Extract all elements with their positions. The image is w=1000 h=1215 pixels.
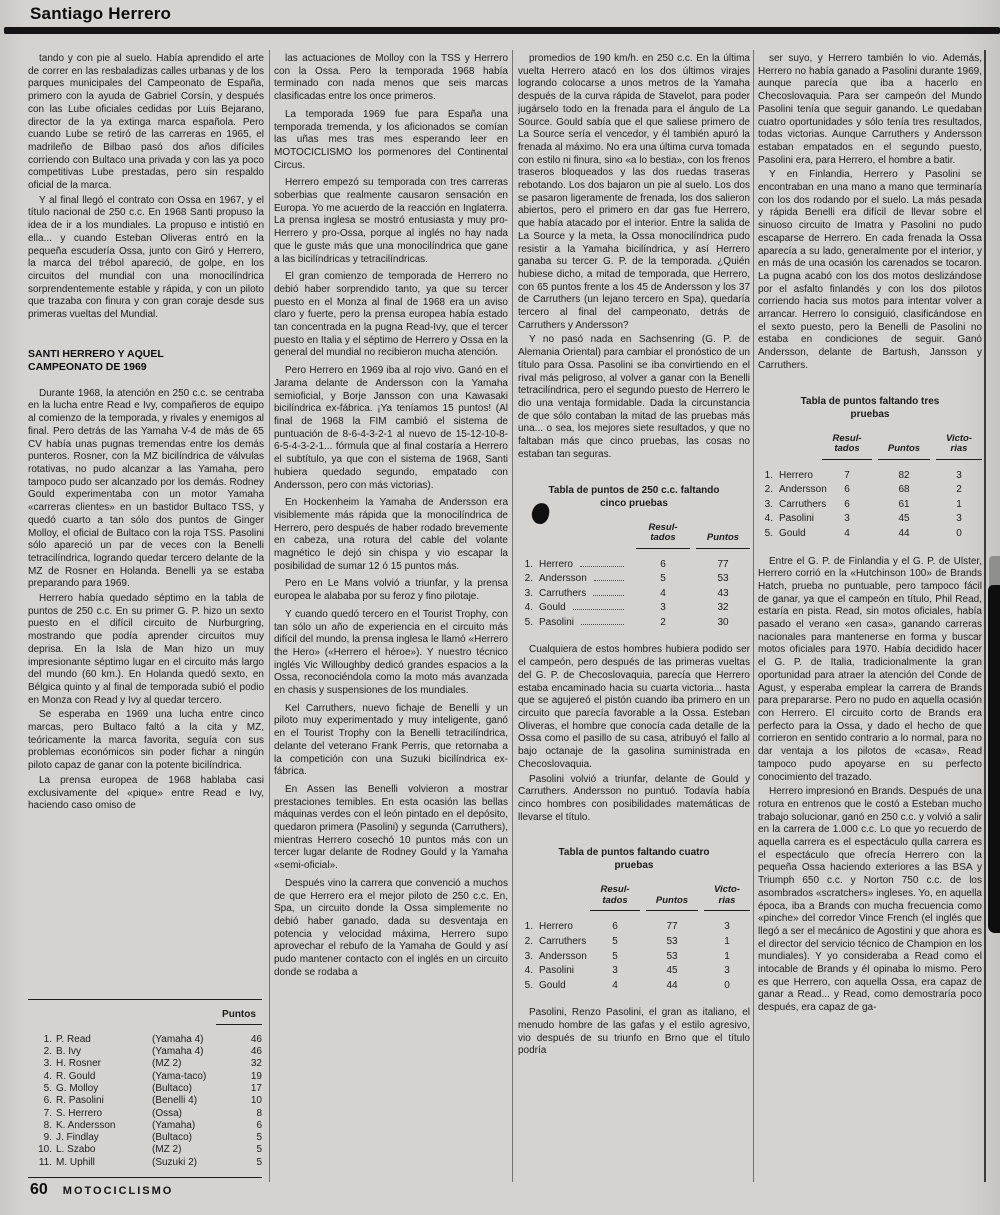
table-row [518, 616, 750, 631]
points-value: 5 [256, 1132, 262, 1144]
rider-name: B. Ivy [56, 1046, 82, 1058]
body-paragraph: El gran comienzo de temporada de Herrero no debió haber sorprendido tanto, ya que su tercer puesto en el Monza al final de 1968 era un aviso claro y fuerte, pero la prensa europea había estado tan concentrada en la pugna Read-Ivy, que el tercer puesto en Italia y el séptimo de Herrero y Ossa en la general del mundial no recibieron mucha atención. [274, 271, 508, 359]
rank: 3. [764, 498, 773, 510]
machine-name: (Suzuki 2) [152, 1156, 198, 1168]
scan-smudge [989, 556, 1000, 588]
body-paragraph: Y cuando quedó tercero en el Tourist Trophy, con tan sólo un año de experiencia en el circuito más difícil del mundo, la prensa inglesa le llamó «Herrero the Hero» («Herrero el héroe»). Y nuestro técnico inglés Vic Willoughby dedicó grandes espacios a la Ossa, reconociéndola como la moto más avanzada en chasis y suspensiones de los mundiales. [274, 608, 508, 697]
body-paragraph: Y en Finlandia, Herrero y Pasolini se encontraban en una mano a mano que terminaría con los dos rodando por el suelo. La más pesada y rápida Benelli era difícil de llevar sobre el sinuoso circuito de Imatra y Pasolini no pudo escaparse de Herrero. En cada frenada la Ossa aparecía a su lado, generalmente por el interior, y en más de una ocasión los carenados se tocaron. La pugna acabó con los dos motos deslizándose por el asfalto finlandés y con los dos pilotos corriendo hacia sus motos para intentar volver a arrancar. Herrero lo consiguió, clasificándose en el sexto puesto, pero la Benelli de Pasolini no estaba en condiciones de seguir. Ganó Andersson, delante de Bartush, Jansson y Carruthers. [758, 169, 982, 371]
rank: 1. [524, 558, 533, 570]
table-row [518, 572, 750, 587]
points-value: 17 [250, 1082, 262, 1094]
rider-name: Pasolini [539, 616, 575, 628]
rank: 1. [524, 921, 533, 933]
points-table-five-races [518, 484, 750, 631]
body-paragraph: Herrero impresionó en Brands. Después de una rotura en entrenos que le costó a Esteban mucho trabajo solucionar, ganó en 250 c.c. y volvió a salir en la carrera de 1.000 c.c. Lo que yo recuerdo de aquella carrera es el espectáculo qulla carrera es el espectáculo que ofrecía Herrero con la pequeña Ossa haciendo exteriores a las BSA y Triumph 650 c.c. y Norton 750 c.c. de los asombrados «scratchers» ingleses. Yo, en aquella época, iba a Brands con mucha frecuencia como «pinche» del corredor Vince French (el inglés que llegó a ser el mecánico de Agostini y que ahora es el director del servicio técnico de Champion en los mundiales). Y yo consideraba a Read como el intocable de Brands y él opinaba lo mismo. Pero es que Herrero, con aquella Ossa, era capaz de ganar a Read... y Read, como demostraría poco después, era capaz de ga- [758, 786, 982, 1014]
table-row [518, 920, 750, 935]
column-1 [28, 53, 264, 1178]
results-column-header: Resul- tados [590, 885, 640, 911]
points-value: 77 [666, 921, 678, 933]
results-value: 4 [612, 979, 618, 991]
points-value: 10 [250, 1095, 262, 1107]
rank: 1. [764, 469, 773, 481]
machine-name: (Ossa) [152, 1107, 182, 1119]
rider-name: Carruthers [539, 935, 587, 947]
table-row [28, 1120, 262, 1132]
section-heading: SANTI HERRERO Y AQUEL CAMPEONATO DE 1969 [28, 347, 164, 374]
victories-value: 0 [956, 527, 962, 539]
table-row [518, 935, 750, 950]
points-column-header: Puntos [878, 444, 930, 460]
rank: 11. [38, 1156, 52, 1168]
victories-value: 1 [724, 950, 730, 962]
results-value: 6 [844, 498, 850, 510]
body-paragraph: Entre el G. P. de Finlandia y el G. P. de Ulster, Herrero corrió en la «Hutchinson 100» de Brands Hatch, prueba no puntuable, pero tampoco fácil de ganar, ya que el campeón en título, Phil Read, estaría en pista. Read, sin motos oficiales, había pasado el verano «en casa», ganando carreras nacionales para mantenerse en forma y buscar motos oficiales para 1970. Había decidido hacer el G. P. de Italia, tradicionalmente la gran oportunidad para atraer la atención del Conde de Agust, y esperaba emplear la carrera de Brands para prepararse. Pero no pudo en aquella ocasión con Herrero. El circuito corto de Brands era perfecto para la Ossa, y dado el hecho de que corrieron en sentido contrario a lo normal, para no dar ventaja a los pilotos de «casa», Read tampoco pudo apoyarse en su perfecto conocimiento del trazado. [758, 555, 982, 783]
rider-name: Herrero [539, 921, 573, 933]
points-value: 82 [898, 469, 910, 481]
rider-name: H. Rosner [56, 1058, 102, 1070]
table-row [518, 979, 750, 994]
machine-name: (Yamaha 4) [152, 1046, 204, 1058]
machine-name: (Yamaha) [152, 1119, 196, 1131]
page-footer [30, 1181, 173, 1199]
table-header [28, 1009, 262, 1025]
body-paragraph: Después vino la carrera que convenció a muchos de que Herrero era el mejor piloto de 250 c.c. En, Spa, un circuito donde la Ossa simplemente no debió haber ganado, dada su desventaja en potencia y velocidad máxima, Herrero supo aprovechar el rebufo de la Yamaha de Gould y así pudo mantener contacto con el inglés en un circuito donde se rodaba a [274, 877, 508, 978]
rank: 5. [524, 616, 533, 628]
table-row [28, 1108, 262, 1120]
body-paragraph: Durante 1968, la atención en 250 c.c. se centraba en la lucha entre Read e Ivy, compañeros de equipo al comienzo de la temporada, y rivales y enemigos al final. Pero detrás de las Yamaha V-4 de más de 65 CV había unas pugnas tremendas entre los demás punteros. Rosner, con la MZ bicilíndrica de válvulas rotativas, no pudo alcanzar a las Yamaha, pero tampoco pudo ser alcanzado por los demás. Rodney Gould experimentaba con un motor Yamaha «carreras clientes» en un bastidor Bultaco TSS, y quedó cuarto a tan sólo dos puntos de Ginger Molloy, el oficial de Bultaco con la roja TSS. Pasolini sólo apareció un par de veces con la Benelli tetracilíndrica, logrando quedar tercero delante de la MZ de Rosner en Holanda. Benelli ya se estaba preparando para 1969. [28, 387, 264, 590]
rank: 10. [38, 1144, 52, 1156]
body-paragraph: La prensa europea de 1968 hablaba casi exclusivamente del «pique» entre Read e Ivy, haciendo caso omiso de [28, 774, 264, 812]
points-value: 30 [717, 616, 729, 628]
points-value: 32 [717, 602, 729, 614]
points-value: 45 [666, 965, 678, 977]
rank: 2. [524, 573, 533, 585]
results-value: 7 [844, 469, 850, 481]
points-column-header: Puntos [696, 533, 750, 549]
magazine-name: MOTOCICLISMO [62, 1185, 174, 1197]
rider-name: Herrero [539, 558, 573, 570]
points-value: 77 [717, 558, 729, 570]
rank: 1. [43, 1033, 52, 1045]
table-row [28, 1034, 262, 1046]
victories-value: 1 [724, 935, 730, 947]
table-row [28, 1095, 262, 1107]
points-value: 53 [666, 950, 678, 962]
rider-name: G. Molloy [56, 1082, 99, 1094]
body-paragraph: Y al final llegó el contrato con Ossa en 1967, y el título nacional de 250 c.c. En 1968 Santi propuso la idea de ir a los mundiales. La propuso e intistió en ella... y cuando Esteban Oliveras entró en la pequeña escudería Ossa, junto con Giró y Herrero, la marca del trébol apareció, de golpe, en los circuitos del mundial con una monocilíndrica sorprendentemente estable y rápida, y con un piloto que trazaba con finura y con gran coraje desde sus primeras vueltas del Mundial. [28, 194, 264, 321]
points-column-header: Puntos [646, 896, 698, 912]
rider-name: Herrero [779, 469, 813, 481]
body-paragraph: las actuaciones de Molloy con la TSS y Herrero con la Ossa. Pero la temporada 1968 había terminado con nada menos que seis marcas clasificadas entre los once primeros. [274, 53, 508, 103]
body-paragraph: Kel Carruthers, nuevo fichaje de Benelli y un piloto muy experimentado y muy inteligente, ganó en el Tourist Trophy con la Benelli tetracilíndrica, delante del veterano Frank Perris, que retornaba a la competición con una Suzuki bicilíndrica ex-fábrica. [274, 702, 508, 778]
rank: 2. [43, 1046, 52, 1058]
table-row [28, 1144, 262, 1156]
table-title: Tabla de puntos de 250 c.c. faltando cinco pruebas [548, 484, 720, 509]
table-row [758, 483, 982, 498]
victories-column-header: Victo- rias [704, 885, 750, 911]
points-value: 8 [256, 1107, 262, 1119]
rank: 5. [764, 527, 773, 539]
results-value: 3 [612, 965, 618, 977]
column-3 [518, 53, 750, 1178]
rank: 3. [43, 1058, 52, 1070]
rider-name: Andersson [779, 484, 827, 496]
points-value: 46 [250, 1046, 262, 1058]
rank: 8. [43, 1119, 52, 1131]
page-title: Santiago Herrero [30, 4, 172, 23]
rank: 4. [43, 1070, 52, 1082]
points-value: 44 [898, 527, 910, 539]
machine-name: (MZ 2) [152, 1144, 182, 1156]
results-value: 4 [660, 587, 666, 599]
rider-name: P. Read [56, 1033, 91, 1045]
table-row [758, 498, 982, 513]
rider-name: S. Herrero [56, 1107, 103, 1119]
rank: 4. [764, 513, 773, 525]
points-value: 45 [898, 513, 910, 525]
body-paragraph: Se esperaba en 1969 una lucha entre cinco marcas, pero Bultaco faltó a la cita y MZ, teóricamente la marca favorita, seguía con sus problemas económicos sin poder fichar a ningún piloto capaz de ganar con la potente bicilíndrica. [28, 709, 264, 772]
dot-leader [593, 595, 624, 596]
victories-value: 3 [956, 513, 962, 525]
body-paragraph: Y no pasó nada en Sachsenring (G. P. de Alemania Oriental) para cambiar el pronóstico de un título para Ossa. Pasolini se iba convirtiendo en el rival más peligroso, al volver a ganar con la Benelli tetracilíndrica, pero el segundo puesto de Herrero le dio una ventaja formidable. Dada la circunstancia de que sólo contaban la mitad de las pruebas más una... o sea, los mejores siete resultados, y que no faltaban más que cinco pruebas, las cosas no estaban tan seguras. [518, 334, 750, 460]
table-row [518, 587, 750, 602]
body-paragraph: Pero en Le Mans volvió a triunfar, y la prensa europea le alababa por su feroz y fino pilotaje. [274, 578, 508, 603]
table-header [758, 434, 982, 460]
body-paragraph: promedios de 190 km/h. en 250 c.c. En la última vuelta Herrero atacó en los dos últimos virajes logrando colocarse a unos metros de la Yamaha después de la curva rápida de Stavelot, para poder jugárselo todo en la frenada para el ángulo de La Source. Gould sabía que el que saliese primero de La Source sería el vencedor, y él también apuró la frenada al máximo. No era una última curva tomada con estilo ni finura, sino «a lo bestia», con los frenos traseros bloqueados y las dos ruedas traseras rebotando. Los dos bajaron un pie al suelo. Los dos se pasaron ligeramente de frenada, los dos salieron abiertos, pero el primero en dar gas fue Herrero, que había atacado por el interior. Entre la salida de La Source y la meta, la Ossa monocilíndrica pudo resistir a la Yamaha bicilíndrica, y así Herrero ganaba su tercer G. P. de la temporada. ¿Quién hubiese dicho, a mitad de temporada, que Herrero, con 65 puntos frente a los 45 de Andersson y los 37 de Carruthers (un lejano tercero en Spa), quedaría tercero al final del campeonato, detrás de Carruthers y Andersson? [518, 53, 750, 331]
points-value: 68 [898, 484, 910, 496]
body-paragraph: En Assen las Benelli volvieron a mostrar prestaciones temibles. En esta ocasión las bellas máquinas verdes con el león pintado en el depósito, quedaron primera (Pasolini) y segunda (Carruthers), mientras Herrero cosechó 10 puntos más con un tercer lugar delante de Rodney Gould y la Yamaha «semi-oficial». [274, 783, 508, 872]
dot-leader [580, 566, 624, 567]
rank: 3. [524, 950, 533, 962]
points-value: 5 [256, 1156, 262, 1168]
points-value: 5 [256, 1144, 262, 1156]
rider-name: Gould [779, 527, 806, 539]
results-value: 2 [660, 616, 666, 628]
scan-artifact-black [988, 585, 1000, 933]
rank: 2. [764, 484, 773, 496]
rank: 6. [43, 1095, 52, 1107]
points-value: 32 [250, 1058, 262, 1070]
rider-name: Andersson [539, 950, 587, 962]
rank: 9. [43, 1132, 52, 1144]
rider-name: J. Findlay [56, 1132, 99, 1144]
body-paragraph: Pasolini, Renzo Pasolini, el gran as italiano, el menudo hombre de las gafas y el estilo agresivo, vio después de su triunfo en Brno que el título podría [518, 1007, 750, 1057]
body-paragraph: En Hockenheim la Yamaha de Andersson era visiblemente más rápida que la monocilíndrica de Herrero, pero después de haber rodado brevemente en cabeza, una rotura del cable del volante magnético le dejó sin chispa y vio escapar la posibilidad de sumar 12 ó 15 puntos más. [274, 497, 508, 572]
page-number: 60 [30, 1181, 48, 1198]
results-column-header: Resul- tados [636, 523, 690, 549]
column-divider [753, 50, 754, 1182]
page-edge-rule [984, 50, 986, 1182]
rank: 4. [524, 965, 533, 977]
points-value: 61 [898, 498, 910, 510]
body-paragraph: Herrero empezó su temporada con tres carreras soberbias que realmente causaron sensación en Europa. Yo me acuerdo de la reacción en Inglaterra. La prensa inglesa se mostró entusiasta y muy pro-Herrero y pro-Ossa, porque al inglés no hay nada que le guste más que una monocilíndrica que gane a las bicilíndricas y tetracilíndricas. [274, 177, 508, 265]
results-value: 3 [660, 602, 666, 614]
points-value: 6 [256, 1119, 262, 1131]
body-paragraph: Herrero había quedado séptimo en la tabla de puntos de 250 c.c. En su primer G. P. hizo un sexto puesto en el difícil circuito de Nurburgring, mostrando que podía aprender circuitos muy deprisa. En la Isla de Man hizo un muy impresionante séptimo lugar en el circuito más largo del mundo (60 km.). En Holanda quedó sexto, en Bélgica quinto y al final de temporada subió el podio en Monza con Read y Ivy al quedar tercero. [28, 593, 264, 706]
points-table-three-races [758, 395, 982, 542]
table-row [28, 1157, 262, 1169]
results-value: 6 [844, 484, 850, 496]
rank: 4. [524, 602, 533, 614]
victories-value: 0 [724, 979, 730, 991]
table-row [758, 512, 982, 527]
standings-table-1968 [28, 999, 262, 1178]
column-divider [512, 50, 513, 1182]
rank: 3. [524, 587, 533, 599]
rider-name: M. Uphill [56, 1156, 95, 1168]
machine-name: (MZ 2) [152, 1058, 182, 1070]
table-title: Tabla de puntos faltando tres pruebas [800, 395, 940, 420]
table-row [518, 964, 750, 979]
column-4 [758, 53, 982, 1178]
body-paragraph: Pero Herrero en 1969 iba al rojo vivo. Ganó en el Jarama delante de Andersson con la Yamaha semioficial, y Borje Jansson con una Kawasaki bicilíndrica ex-fábrica. ¡Ya teníamos 15 puntos! (Al final de 1968 la FIM cambió el sistema de puntuación de 8-6-4-3-2-1 al nuevo de 15-12-10-8-6-5-4-3-2-1... fórmula que al final costaría a Herrero el subtítulo, ya que con el sistema de 1968, Santi hubiera quedado segundo, empatado con Andersson, pero con más victorias). [274, 365, 508, 491]
table-row [28, 1132, 262, 1144]
rank: 5. [43, 1082, 52, 1094]
rider-name: Andersson [539, 573, 587, 585]
machine-name: (Yama-taco) [152, 1070, 207, 1082]
table-row [28, 1071, 262, 1083]
victories-value: 1 [956, 498, 962, 510]
results-value: 6 [660, 558, 666, 570]
rider-name: Carruthers [539, 587, 587, 599]
rider-name: R. Gould [56, 1070, 96, 1082]
points-value: 43 [717, 587, 729, 599]
rank: 5. [524, 979, 533, 991]
victories-value: 2 [956, 484, 962, 496]
results-value: 4 [844, 527, 850, 539]
points-table-four-races [518, 846, 750, 993]
results-value: 5 [612, 950, 618, 962]
rank: 7. [43, 1107, 52, 1119]
points-value: 53 [717, 573, 729, 585]
points-value: 44 [666, 979, 678, 991]
rider-name: K. Andersson [56, 1119, 116, 1131]
points-value: 46 [250, 1033, 262, 1045]
header-rule [4, 27, 1000, 34]
table-row [28, 1083, 262, 1095]
dot-leader [581, 624, 624, 625]
results-value: 5 [612, 935, 618, 947]
body-paragraph: ser suyo, y Herrero también lo vio. Además, Herrero no había ganado a Pasolini durante 1969, aunque parecía que iba a hacerlo en Checoslovaquia. Para ser campeón del Mundo Pasolini tenía que seguir ganando. Le quedaban cuatro oportunidades y sólo tenía tres resultados, todas victorias. Aunque Carruthers y Andersson estaban empatados en el segundo puesto, Pasolini era, para Herrero, el hombre a batir. [758, 53, 982, 166]
body-paragraph: tando y con pie al suelo. Había aprendido el arte de correr en las resbaladizas calles urbanas y de los parques municipales del Campeonato de España, primero con la ayuda de Gabriel Corsín, y después con las Lube oficiales cedidas por Luis Bejarano, director de la ya extinga marca española. Pero cuando Lube se retiró de las carreras en 1965, el madrileño de Bilbao pasó dos años difíciles corriendo con Bultaco una privada y con las ya poco competitivas Lube prestadas, pero sin respaldo oficial de la marca. [28, 53, 264, 192]
points-value: 19 [250, 1070, 262, 1082]
table-header [518, 523, 750, 549]
results-value: 3 [844, 513, 850, 525]
results-value: 6 [612, 921, 618, 933]
table-row [28, 1046, 262, 1058]
results-value: 5 [660, 573, 666, 585]
body-paragraph: Pasolini volvió a triunfar, delante de Gould y Carruthers. Andersson no puntuó. Todavía había cinco hombres con posibilidades matemáticas de llevarse el título. [518, 773, 750, 823]
table-header [518, 885, 750, 911]
column-divider [269, 50, 270, 1182]
body-paragraph: Cualquiera de estos hombres hubiera podido ser el campeón, pero después de las primeras vueltas del G. P. de Checoslovaquia, parecía que Herrero estaba encaminado hacia su cuarta victoria... hasta que se agujereó el pistón cuando iba primero en un circuito que parecía favorable a la Ossa. Esteban Oliveras, el hombre que conocía cada detalle de la Ossa como el pasillo de su casa, atribuyó el fallo al bajo octanaje de la gasolina suministrada en Checoslovaquia. [518, 644, 750, 770]
rider-name: Gould [539, 979, 566, 991]
body-paragraph: La temporada 1969 fue para España una temporada tremenda, y los aficionados se comían las uñas mes tras mes esperando leer en MOTOCICLISMO los pormenores del Continental Circus. [274, 108, 508, 171]
victories-value: 3 [724, 921, 730, 933]
points-column-header: Puntos [216, 1009, 262, 1025]
table-row [758, 469, 982, 484]
rider-name: Pasolini [539, 965, 575, 977]
dot-leader [573, 609, 624, 610]
rider-name: Pasolini [779, 513, 815, 525]
table-row [518, 601, 750, 616]
victories-column-header: Victo- rias [936, 434, 982, 460]
rider-name: Carruthers [779, 498, 827, 510]
table-row [518, 950, 750, 965]
table-title: Tabla de puntos faltando cuatro pruebas [558, 847, 710, 872]
table-row [758, 527, 982, 542]
dot-leader [594, 580, 624, 581]
table-row [28, 1058, 262, 1070]
machine-name: (Yamaha 4) [152, 1033, 204, 1045]
results-column-header: Resul- tados [822, 434, 872, 460]
points-value: 53 [666, 935, 678, 947]
victories-value: 3 [956, 469, 962, 481]
column-2 [274, 53, 508, 1178]
machine-name: (Bultaco) [152, 1132, 193, 1144]
victories-value: 3 [724, 965, 730, 977]
rider-name: R. Pasolini [56, 1095, 104, 1107]
machine-name: (Benelli 4) [152, 1095, 198, 1107]
rider-name: Gould [539, 602, 566, 614]
rank: 2. [524, 935, 533, 947]
machine-name: (Bultaco) [152, 1082, 193, 1094]
table-row [518, 558, 750, 573]
rider-name: L. Szabo [56, 1144, 96, 1156]
